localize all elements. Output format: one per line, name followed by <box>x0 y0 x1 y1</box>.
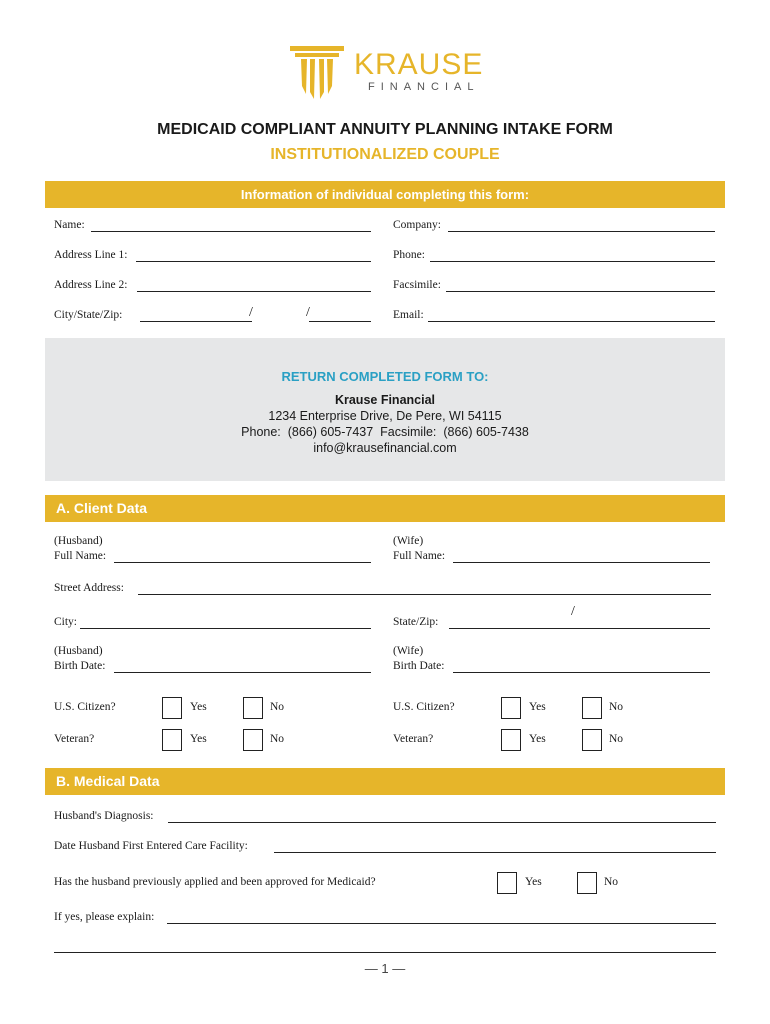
page-number: — 1 — <box>364 961 406 976</box>
street-field[interactable] <box>138 594 711 595</box>
husband-birthdate-field[interactable] <box>114 672 371 673</box>
husband-veteran-yes-label: Yes <box>190 733 207 745</box>
wife-veteran-label: Veteran? <box>393 733 434 745</box>
husband-veteran-no-checkbox[interactable] <box>243 729 263 751</box>
wife-veteran-no-label: No <box>609 733 624 745</box>
wife-citizen-label: U.S. Citizen? <box>393 701 455 713</box>
form-subtitle: INSTITUTIONALIZED COUPLE <box>270 146 500 163</box>
city-field[interactable] <box>140 321 252 322</box>
address1-field[interactable] <box>136 261 371 262</box>
wife-citizen-no-checkbox[interactable] <box>582 697 602 719</box>
street-label: Street Address: <box>54 582 124 594</box>
diagnosis-label: Husband's Diagnosis: <box>54 810 154 822</box>
wife-citizen-no-label: No <box>609 701 624 713</box>
logo <box>288 44 488 102</box>
address2-label: Address Line 2: <box>54 279 128 291</box>
logo-brand: KRAUSE <box>354 48 484 81</box>
return-box <box>45 338 725 481</box>
husband-citizen-no-label: No <box>270 701 285 713</box>
husband-citizen-no-checkbox[interactable] <box>243 697 263 719</box>
city-state-zip-label: City/State/Zip: <box>54 309 123 321</box>
medical-data-title: B. Medical Data <box>56 773 160 789</box>
slash-2: / <box>306 305 310 320</box>
address1-label: Address Line 1: <box>54 249 128 261</box>
applied-yes-checkbox[interactable] <box>497 872 517 894</box>
return-phone-fax: Phone: (866) 605-7437 Facsimile: (866) 605-7438 <box>241 425 529 439</box>
slash-1: / <box>249 305 253 320</box>
husband-fullname-label: Full Name: <box>54 550 107 562</box>
applied-no-checkbox[interactable] <box>577 872 597 894</box>
explain-field-2[interactable] <box>54 952 716 953</box>
return-company: Krause Financial <box>334 393 436 407</box>
client-data-header <box>45 495 725 522</box>
info-section-header <box>45 181 725 208</box>
date-entered-label: Date Husband First Entered Care Facility: <box>54 840 248 852</box>
return-heading: RETURN COMPLETED FORM TO: <box>281 369 489 384</box>
wife-fullname-field[interactable] <box>453 562 710 563</box>
facsimile-field[interactable] <box>446 291 715 292</box>
state-zip-label: State/Zip: <box>393 616 439 628</box>
phone-field[interactable] <box>430 261 715 262</box>
client-data-title: A. Client Data <box>56 500 148 516</box>
explain-label: If yes, please explain: <box>54 911 155 923</box>
email-label: Email: <box>393 309 424 321</box>
email-field[interactable] <box>428 321 715 322</box>
return-email: info@krausefinancial.com <box>313 441 457 455</box>
husband-birthdate-label: Birth Date: <box>54 660 106 672</box>
form-title: MEDICAID COMPLIANT ANNUITY PLANNING INTAKE FORM <box>157 121 613 138</box>
applied-label: Has the husband previously applied and been approved for Medicaid? <box>54 876 376 888</box>
logo-sub: FINANCIAL <box>368 81 480 93</box>
zip-field[interactable] <box>309 321 371 322</box>
wife-birthdate-label: Birth Date: <box>393 660 445 672</box>
wife-veteran-no-checkbox[interactable] <box>582 729 602 751</box>
husband-citizen-yes-checkbox[interactable] <box>162 697 182 719</box>
company-field[interactable] <box>448 231 715 232</box>
applied-no-label: No <box>604 876 619 888</box>
info-section-title: Information of individual completing this form: <box>240 187 530 202</box>
husband-citizen-yes-label: Yes <box>190 701 207 713</box>
city-label: City: <box>54 616 78 628</box>
husband-veteran-no-label: No <box>270 733 285 745</box>
company-label: Company: <box>393 219 441 231</box>
wife-label-2: (Wife) <box>393 645 424 657</box>
husband-veteran-yes-checkbox[interactable] <box>162 729 182 751</box>
husband-fullname-field[interactable] <box>114 562 371 563</box>
husband-citizen-label: U.S. Citizen? <box>54 701 116 713</box>
wife-veteran-yes-checkbox[interactable] <box>501 729 521 751</box>
pillar-icon <box>288 44 346 102</box>
diagnosis-field[interactable] <box>168 822 716 823</box>
address2-field[interactable] <box>137 291 371 292</box>
facsimile-label: Facsimile: <box>393 279 441 291</box>
husband-label-2: (Husband) <box>54 645 103 657</box>
wife-birthdate-field[interactable] <box>453 672 710 673</box>
wife-label: (Wife) <box>393 535 424 547</box>
applied-yes-label: Yes <box>525 876 542 888</box>
husband-veteran-label: Veteran? <box>54 733 95 745</box>
name-field[interactable] <box>91 231 371 232</box>
wife-citizen-yes-label: Yes <box>529 701 546 713</box>
phone-label: Phone: <box>393 249 425 261</box>
name-label: Name: <box>54 219 85 231</box>
medical-data-header <box>45 768 725 795</box>
date-entered-field[interactable] <box>274 852 716 853</box>
wife-fullname-label: Full Name: <box>393 550 446 562</box>
explain-field[interactable] <box>167 923 716 924</box>
return-address: 1234 Enterprise Drive, De Pere, WI 54115 <box>268 409 502 423</box>
wife-veteran-yes-label: Yes <box>529 733 546 745</box>
husband-label: (Husband) <box>54 535 103 547</box>
wife-citizen-yes-checkbox[interactable] <box>501 697 521 719</box>
state-zip-field[interactable] <box>449 628 710 629</box>
city-field-client[interactable] <box>80 628 371 629</box>
state-zip-slash: / <box>571 604 575 619</box>
